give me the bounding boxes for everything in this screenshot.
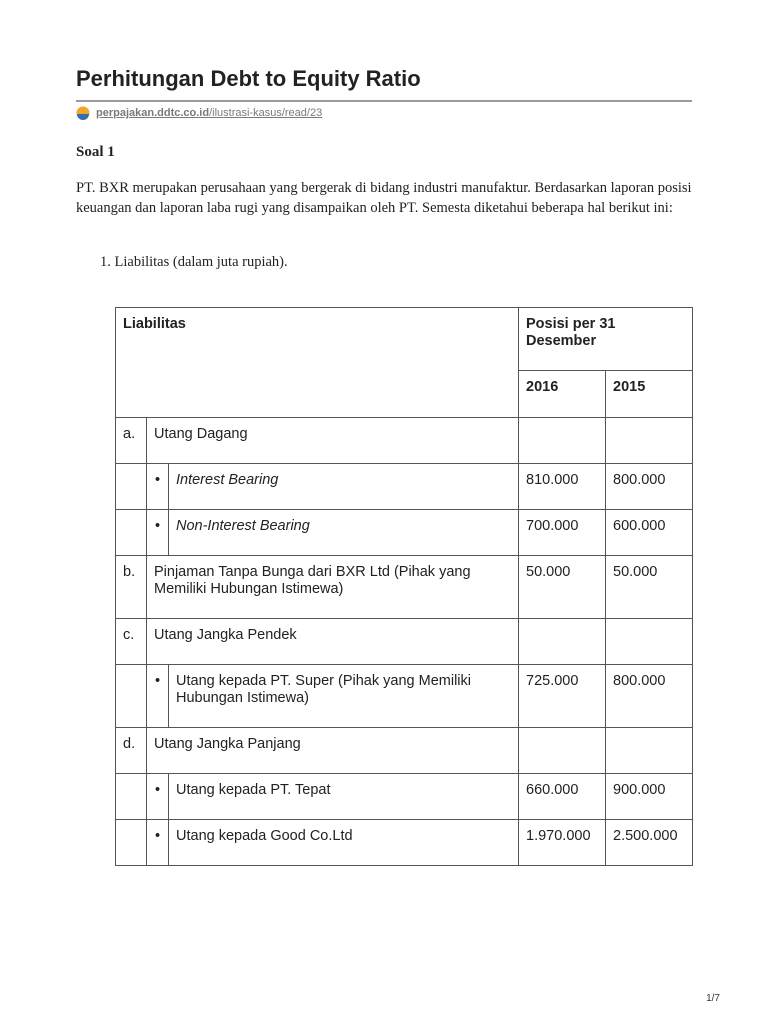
header-year-2015: 2015 [606,371,693,418]
row-text: Interest Bearing [169,464,519,510]
value-2015: 900.000 [606,774,693,820]
value-2016: 50.000 [519,556,606,619]
header-liabilitas: Liabilitas [116,308,519,418]
value-2015 [606,418,693,464]
title-divider [76,100,692,102]
row-label: b. [116,556,147,619]
value-2015: 50.000 [606,556,693,619]
table-row [116,774,693,820]
row-label-empty [116,665,147,728]
row-label: a. [116,418,147,464]
bullet-marker: • [147,774,169,820]
liabilities-table [115,307,693,866]
header-posisi: Posisi per 31 Desember [519,308,693,371]
row-label: d. [116,728,147,774]
row-text: Utang kepada PT. Super (Pihak yang Memiliki Hubungan Istimewa) [169,665,519,728]
source-domain[interactable]: perpajakan.ddtc.co.id [96,107,210,119]
row-text: Utang kepada PT. Tepat [169,774,519,820]
table-row [116,619,693,665]
row-label-empty [116,774,147,820]
table-row [116,556,693,619]
value-2016: 725.000 [519,665,606,728]
value-2015 [606,619,693,665]
row-label-empty [116,510,147,556]
value-2016: 810.000 [519,464,606,510]
row-text: Utang Jangka Panjang [147,728,519,774]
source-path[interactable]: /ilustrasi-kasus/read/23 [209,107,323,119]
page-title: Perhitungan Debt to Equity Ratio [76,66,421,91]
section-heading: Soal 1 [76,144,115,160]
value-2015: 800.000 [606,665,693,728]
page-number: 1/7 [706,993,720,1004]
value-2016 [519,619,606,665]
row-text: Utang Jangka Pendek [147,619,519,665]
bullet-marker: • [147,464,169,510]
value-2015: 2.500.000 [606,820,693,866]
bullet-marker: • [147,665,169,728]
row-label-empty [116,464,147,510]
table-row [116,510,693,556]
bullet-marker: • [147,510,169,556]
ddtc-favicon-icon [76,106,90,120]
table-row [116,728,693,774]
row-text: Utang kepada Good Co.Ltd [169,820,519,866]
row-text: Pinjaman Tanpa Bunga dari BXR Ltd (Pihak yang Memiliki Hubungan Istimewa) [147,556,519,619]
value-2015: 800.000 [606,464,693,510]
source-link[interactable] [76,106,322,120]
value-2016: 700.000 [519,510,606,556]
table-row [116,665,693,728]
intro-paragraph: PT. BXR merupakan perusahaan yang bergerak di bidang industri manufaktur. Berdasarkan laporan posisi keuangan dan laporan laba rugi yang disampaikan oleh PT. Semesta diketahui beberapa hal berikut ini: [76,180,692,216]
table-row [116,820,693,866]
value-2015 [606,728,693,774]
row-label-empty [116,820,147,866]
value-2016 [519,418,606,464]
table-row [116,464,693,510]
value-2015: 600.000 [606,510,693,556]
list-item: 1. Liabilitas (dalam juta rupiah). [100,254,288,270]
bullet-marker: • [147,820,169,866]
value-2016: 660.000 [519,774,606,820]
value-2016: 1.970.000 [519,820,606,866]
row-text: Utang Dagang [147,418,519,464]
table-row [116,418,693,464]
row-text: Non-Interest Bearing [169,510,519,556]
value-2016 [519,728,606,774]
header-year-2016: 2016 [519,371,606,418]
row-label: c. [116,619,147,665]
